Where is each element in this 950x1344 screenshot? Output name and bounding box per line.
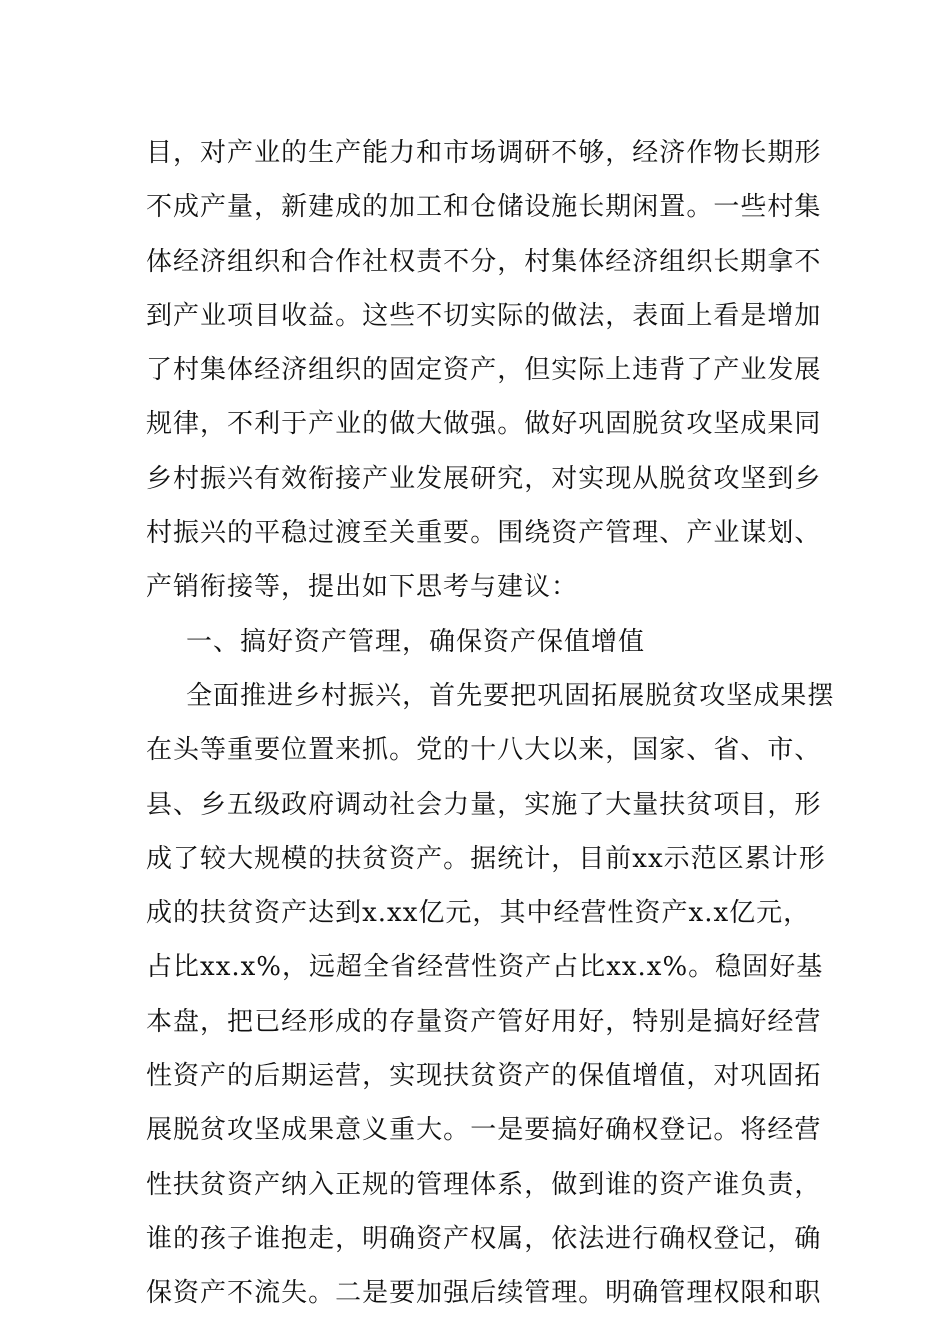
text-line: 乡 村 振 兴 有 效 衔 接 产 业 发 展 研 究 ， 对 实 现 从 脱 贫 攻 坚 到 乡: [146, 463, 822, 494]
text-line: 保 资 产 不 流 失 。 二 是 要 加 强 后 续 管 理 。 明 确 管 理 权 限 和 职: [146, 1278, 822, 1309]
text-line: 一、搞好资产管理，确保资产保值增值: [186, 626, 646, 657]
text-line: 村 振 兴 的 平 稳 过 渡 至 关 重 要 。 围 绕 资 产 管 理 、 产 业 谋 划 、: [146, 518, 822, 549]
text-line: 占 比 xx.x% ， 远 超 全 省 经 营 性 资 产 占 比 xx.x% 。 稳 固 好 基: [146, 952, 824, 983]
text-line: 到 产 业 项 目 收 益 。 这 些 不 切 实 际 的 做 法 ， 表 面 上 看 是 增 加: [146, 300, 822, 331]
text-line: 性 扶 贫 资 产 纳 入 正 规 的 管 理 体 系 ， 做 到 谁 的 资 产 谁 负 责 ，: [146, 1169, 822, 1200]
text-line: 了 村 集 体 经 济 组 织 的 固 定 资 产 ， 但 实 际 上 违 背 了 产 业 发 展: [146, 355, 822, 386]
text-line: 全 面 推 进 乡 村 振 兴 ， 首 先 要 把 巩 固 拓 展 脱 贫 攻 坚 成 果 摆: [186, 680, 835, 711]
text-line: 谁 的 孩 子 谁 抱 走 ， 明 确 资 产 权 属 ， 依 法 进 行 确 权 登 记 ， 确: [146, 1223, 822, 1254]
text-line: 产销衔接等，提出如下思考与建议：: [146, 572, 579, 603]
text-line: 性 资 产 的 后 期 运 营 ， 实 现 扶 贫 资 产 的 保 值 增 值 ， 对 巩 固 拓: [146, 1061, 822, 1092]
text-line: 在 头 等 重 要 位 置 来 抓 。 党 的 十 八 大 以 来 ， 国 家 、 省 、 市 、: [146, 735, 822, 766]
text-line: 成 了 较 大 规 模 的 扶 贫 资 产 。 据 统 计 ， 目 前 xx 示 范 区 累 计 形: [146, 843, 826, 874]
text-line: 展 脱 贫 攻 坚 成 果 意 义 重 大 。 一 是 要 搞 好 确 权 登 记 。 将 经 营: [146, 1115, 822, 1146]
text-line: 目 ， 对 产 业 的 生 产 能 力 和 市 场 调 研 不 够 ， 经 济 作 物 长 期 形: [146, 138, 822, 168]
text-line: 本 盘 ， 把 已 经 形 成 的 存 量 资 产 管 好 用 好 ， 特 别 是 搞 好 经 营: [146, 1006, 822, 1037]
text-line: 成 的 扶 贫 资 产 达 到 x.xx 亿 元 ， 其 中 经 营 性 资 产 x.x 亿 元 ，: [146, 898, 811, 929]
document-body: [146, 126, 835, 1321]
text-line: 不 成 产 量 ， 新 建 成 的 加 工 和 仓 储 设 施 长 期 闲 置 。 一 些 村 集: [146, 192, 822, 223]
text-line: 体 经 济 组 织 和 合 作 社 权 责 不 分 ， 村 集 体 经 济 组 织 长 期 拿 不: [146, 246, 822, 277]
text-line: 规 律 ， 不 利 于 产 业 的 做 大 做 强 。 做 好 巩 固 脱 贫 攻 坚 成 果 同: [146, 409, 822, 440]
text-line: 县 、 乡 五 级 政 府 调 动 社 会 力 量 ， 实 施 了 大 量 扶 贫 项 目 ， 形: [146, 789, 822, 820]
